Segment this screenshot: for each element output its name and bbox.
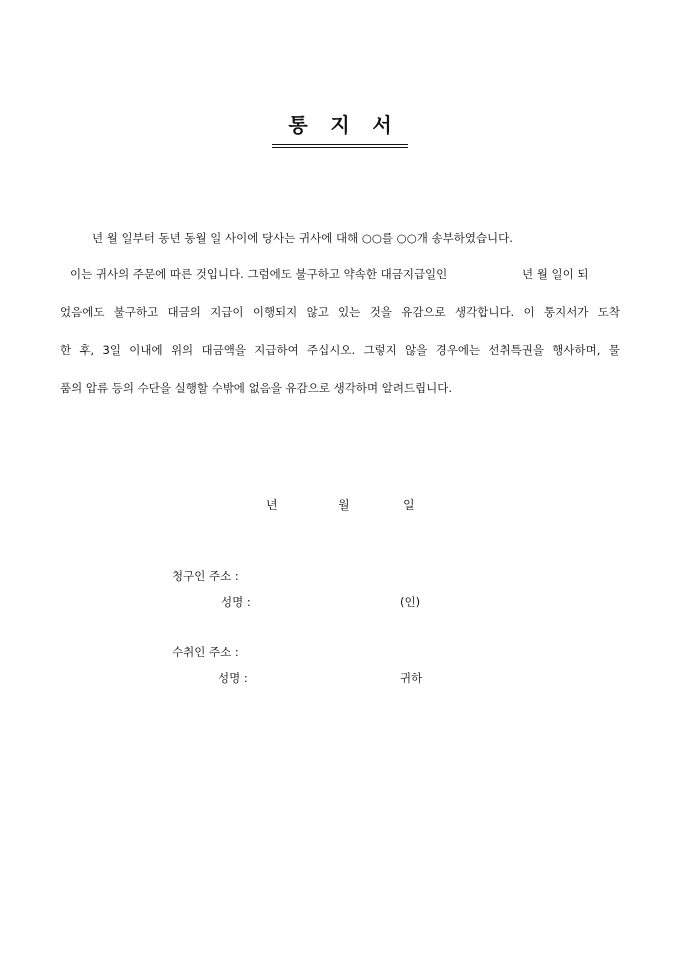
body-line-2-date: 년 월 일이 되 bbox=[522, 267, 589, 281]
word: 지급이 bbox=[210, 305, 244, 319]
date-year: 년 bbox=[266, 498, 278, 512]
word: 었음에도 bbox=[60, 305, 105, 319]
word: 않고 bbox=[306, 305, 329, 319]
word: 불구하고 bbox=[113, 305, 159, 319]
word: 한 bbox=[60, 343, 72, 357]
word: 지급하여 bbox=[254, 343, 299, 357]
title-underline bbox=[272, 144, 408, 145]
word: 선취특권을 bbox=[488, 343, 544, 357]
word: 도착 bbox=[597, 305, 620, 319]
word: 있는 bbox=[338, 305, 361, 319]
document-title-block bbox=[272, 112, 408, 148]
date-month: 월 bbox=[338, 498, 350, 512]
word: 이내에 bbox=[129, 343, 163, 357]
document-title bbox=[272, 112, 408, 138]
recipient-name-label: 성명 : bbox=[218, 671, 248, 685]
word: 않을 bbox=[405, 343, 428, 357]
recipient-honorific: 귀하 bbox=[400, 671, 423, 685]
title-underline-double bbox=[272, 147, 408, 148]
word: 통지서가 bbox=[543, 305, 589, 319]
claimant-address-label: 청구인 주소 : bbox=[172, 569, 239, 583]
word: 행사하며, bbox=[552, 343, 601, 357]
word: 것을 bbox=[369, 305, 392, 319]
body-line-2 bbox=[70, 266, 610, 282]
word: 물 bbox=[608, 343, 620, 357]
word: 대금액을 bbox=[201, 343, 246, 357]
word: 경우에는 bbox=[435, 343, 481, 357]
body-line-4 bbox=[60, 342, 620, 358]
body-line-2-text: 이는 귀사의 주문에 따른 것입니다. 그럼에도 불구하고 약속한 대금지급일인 bbox=[70, 267, 448, 281]
word: 대금의 bbox=[167, 305, 201, 319]
body-line-3 bbox=[60, 304, 620, 320]
word: 이 bbox=[523, 305, 535, 319]
title-char: 지 bbox=[330, 113, 350, 137]
date-day: 일 bbox=[403, 498, 415, 512]
claimant-seal: (인) bbox=[400, 595, 421, 609]
word: 이행되지 bbox=[252, 305, 298, 319]
word: 유감으로 bbox=[401, 305, 446, 319]
claimant-name-label: 성명 : bbox=[221, 595, 251, 609]
word: 그렇지 bbox=[363, 343, 397, 357]
word: 생각합니다. bbox=[455, 305, 515, 319]
word: 주십시오. bbox=[307, 343, 356, 357]
title-char: 통 bbox=[288, 113, 308, 137]
word: 3일 bbox=[102, 343, 121, 357]
word: 위의 bbox=[170, 343, 194, 357]
title-char: 서 bbox=[372, 113, 392, 137]
body-line-5: 품의 압류 등의 수단을 실행할 수밖에 없음을 유감으로 생각하며 알려드립니다. bbox=[60, 381, 453, 395]
body-line-1: 년 월 일부터 동년 동월 일 사이에 당사는 귀사에 대해 ○○를 ○○개 송부하였습니다. bbox=[92, 231, 513, 245]
recipient-address-label: 수취인 주소 : bbox=[172, 645, 239, 659]
word: 후, bbox=[79, 343, 95, 357]
